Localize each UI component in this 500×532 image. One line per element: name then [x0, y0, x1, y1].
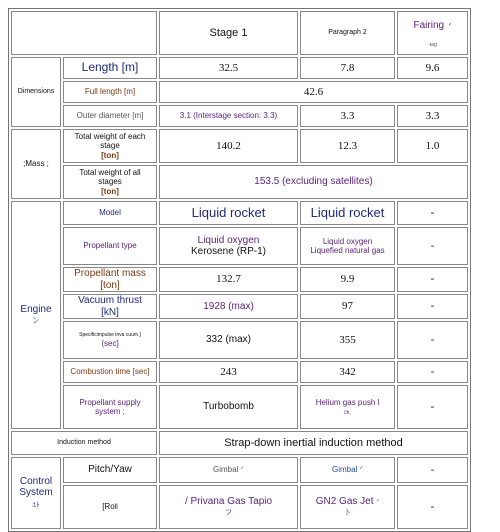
pitch-yaw-stage-2 — [300, 457, 395, 483]
propellant-type-stage-1-fuel: Kerosene (RP-1) — [190, 246, 267, 257]
roll-row — [11, 485, 468, 529]
full-length-row — [11, 81, 468, 103]
control-system-group-label-a: Control — [19, 475, 53, 487]
specific-impulse-row — [11, 321, 468, 359]
header-fairing-sub: -tag — [428, 42, 437, 48]
propellant-mass-row — [11, 267, 468, 292]
length-stage-1: 32.5 — [159, 57, 298, 79]
control-system-group-sub: ﾕﾄ — [32, 501, 40, 509]
total-weight-label-cell — [63, 165, 157, 199]
supply-system-stage-2-sub: ﾛh, — [344, 409, 351, 416]
propellant-type-stage-2-oxidizer: Liquid oxygen — [322, 236, 373, 246]
outer-diameter-row — [11, 105, 468, 127]
engine-model-fairing: - — [397, 201, 468, 225]
pitch-yaw-row — [11, 457, 468, 483]
header-row — [11, 11, 468, 55]
length-row — [11, 57, 468, 79]
combustion-time-stage-1: 243 — [159, 361, 298, 383]
propellant-type-fairing: - — [397, 227, 468, 265]
propellant-type-row — [11, 227, 468, 265]
roll-stage-2-mark: ᐟ — [376, 498, 380, 506]
dimensions-group-label: Dimensions — [11, 57, 61, 127]
header-empty-cell — [11, 11, 157, 55]
rocket-spec-table — [8, 8, 471, 532]
engine-model-stage-2: Liquid rocket — [300, 201, 395, 225]
pitch-yaw-stage-1-label: Gimbal — [213, 465, 239, 475]
specific-impulse-stage-1: 332 (max) — [159, 321, 298, 359]
pitch-yaw-stage-1 — [159, 457, 298, 483]
roll-stage-2-sub: ト — [343, 508, 352, 517]
combustion-time-fairing: - — [397, 361, 468, 383]
control-system-group-label-b: System — [19, 487, 53, 499]
outer-diameter-stage-2: 3.3 — [300, 105, 395, 127]
pitch-yaw-stage-1-mark: ᐟ — [240, 465, 244, 475]
vacuum-thrust-stage-1: 1928 (max) — [159, 294, 298, 319]
specific-impulse-label: Specificimpulse inva cuum ] — [79, 331, 141, 338]
supply-system-stage-2 — [300, 385, 395, 429]
roll-fairing: - — [397, 485, 468, 529]
engine-model-label: Model — [63, 201, 157, 225]
induction-row — [11, 431, 468, 455]
pitch-yaw-stage-2-label: Gimbal — [332, 465, 358, 475]
engine-group-label: Engine — [20, 303, 52, 315]
roll-label-mark: ll — [114, 503, 118, 511]
total-weight-row — [11, 165, 468, 199]
propellant-type-stage-1 — [159, 227, 298, 265]
supply-system-stage-1: Turbobomb — [159, 385, 298, 429]
propellant-type-stage-2-fuel: Liquefied natural gas — [310, 246, 385, 255]
control-system-group-cell — [11, 457, 61, 529]
specific-impulse-label-cell — [63, 321, 157, 359]
length-fairing: 9.6 — [397, 57, 468, 79]
engine-model-stage-1: Liquid rocket — [159, 201, 298, 225]
supply-system-stage-2-mark: l — [377, 397, 380, 407]
length-label: Length [m] — [63, 57, 157, 79]
induction-label: Induction method — [11, 431, 157, 455]
stage-weight-row — [11, 129, 468, 163]
vacuum-thrust-label: Vacuum thrust [kN] — [63, 294, 157, 319]
propellant-mass-label: Propellant mass [ton] — [63, 267, 157, 292]
stage-weight-stage-2: 12.3 — [300, 129, 395, 163]
engine-model-row — [11, 201, 468, 225]
stage-weight-fairing: 1.0 — [397, 129, 468, 163]
mass-group-label: ;Mass ; — [11, 129, 61, 199]
induction-value: Strap-down inertial induction method — [159, 431, 468, 455]
roll-stage-2-label: GN2 Gas Jet — [315, 495, 374, 507]
stage-weight-unit: [ton] — [101, 150, 119, 160]
header-fairing — [397, 11, 468, 55]
engine-group-mark: ン — [32, 316, 40, 325]
supply-system-stage-2-label: Helium gas push — [315, 397, 376, 407]
total-weight-value: 153.5 (excluding satellites) — [159, 165, 468, 199]
outer-diameter-label: Outer diameter [m] — [63, 105, 157, 127]
propellant-mass-stage-2: 9.9 — [300, 267, 395, 292]
roll-stage-1-label: / Privana Gas Tapio — [184, 495, 273, 507]
full-length-value: 42.6 — [159, 81, 468, 103]
specific-impulse-unit: (sec] — [101, 339, 119, 348]
vacuum-thrust-stage-2: 97 — [300, 294, 395, 319]
engine-group-cell — [11, 201, 61, 429]
propellant-type-stage-2 — [300, 227, 395, 265]
header-stage-1: Stage 1 — [159, 11, 298, 55]
roll-label: [Ro — [102, 501, 115, 511]
pitch-yaw-fairing: - — [397, 457, 468, 483]
header-fairing-label: Fairing — [413, 19, 445, 31]
propellant-mass-fairing: - — [397, 267, 468, 292]
total-weight-unit: [ton] — [101, 186, 119, 196]
roll-stage-2 — [300, 485, 395, 529]
header-fairing-mark: ᐟ — [448, 22, 452, 30]
propellant-type-stage-1-oxidizer: Liquid oxygen — [197, 234, 260, 246]
vacuum-thrust-row — [11, 294, 468, 319]
combustion-time-stage-2: 342 — [300, 361, 395, 383]
propellant-mass-stage-1: 132.7 — [159, 267, 298, 292]
pitch-yaw-stage-2-mark: ᐟ — [359, 465, 363, 475]
combustion-time-label: Combustion time [sec] — [63, 361, 157, 383]
supply-system-fairing: - — [397, 385, 468, 429]
full-length-label: Full length [m] — [63, 81, 157, 103]
outer-diameter-fairing: 3.3 — [397, 105, 468, 127]
supply-system-row — [11, 385, 468, 429]
stage-weight-label-cell — [63, 129, 157, 163]
stage-weight-stage-1: 140.2 — [159, 129, 298, 163]
combustion-time-row — [11, 361, 468, 383]
specific-impulse-stage-2: 355 — [300, 321, 395, 359]
header-stage-2: Paragraph 2 — [300, 11, 395, 55]
pitch-yaw-label: Pitch/Yaw — [63, 457, 157, 483]
stage-weight-label: Total weight of each stage — [74, 132, 146, 151]
specific-impulse-fairing: - — [397, 321, 468, 359]
supply-system-label: Propellant supply system ; — [63, 385, 157, 429]
roll-stage-1-sub: フ — [224, 508, 233, 517]
outer-diameter-stage-1: 3.1 (Interstage section: 3.3) — [159, 105, 298, 127]
vacuum-thrust-fairing: - — [397, 294, 468, 319]
propellant-type-label: Propellant type — [63, 227, 157, 265]
roll-stage-1 — [159, 485, 298, 529]
total-weight-label: Total weight of all stages — [79, 168, 141, 187]
length-stage-2: 7.8 — [300, 57, 395, 79]
roll-label-cell — [63, 485, 157, 529]
